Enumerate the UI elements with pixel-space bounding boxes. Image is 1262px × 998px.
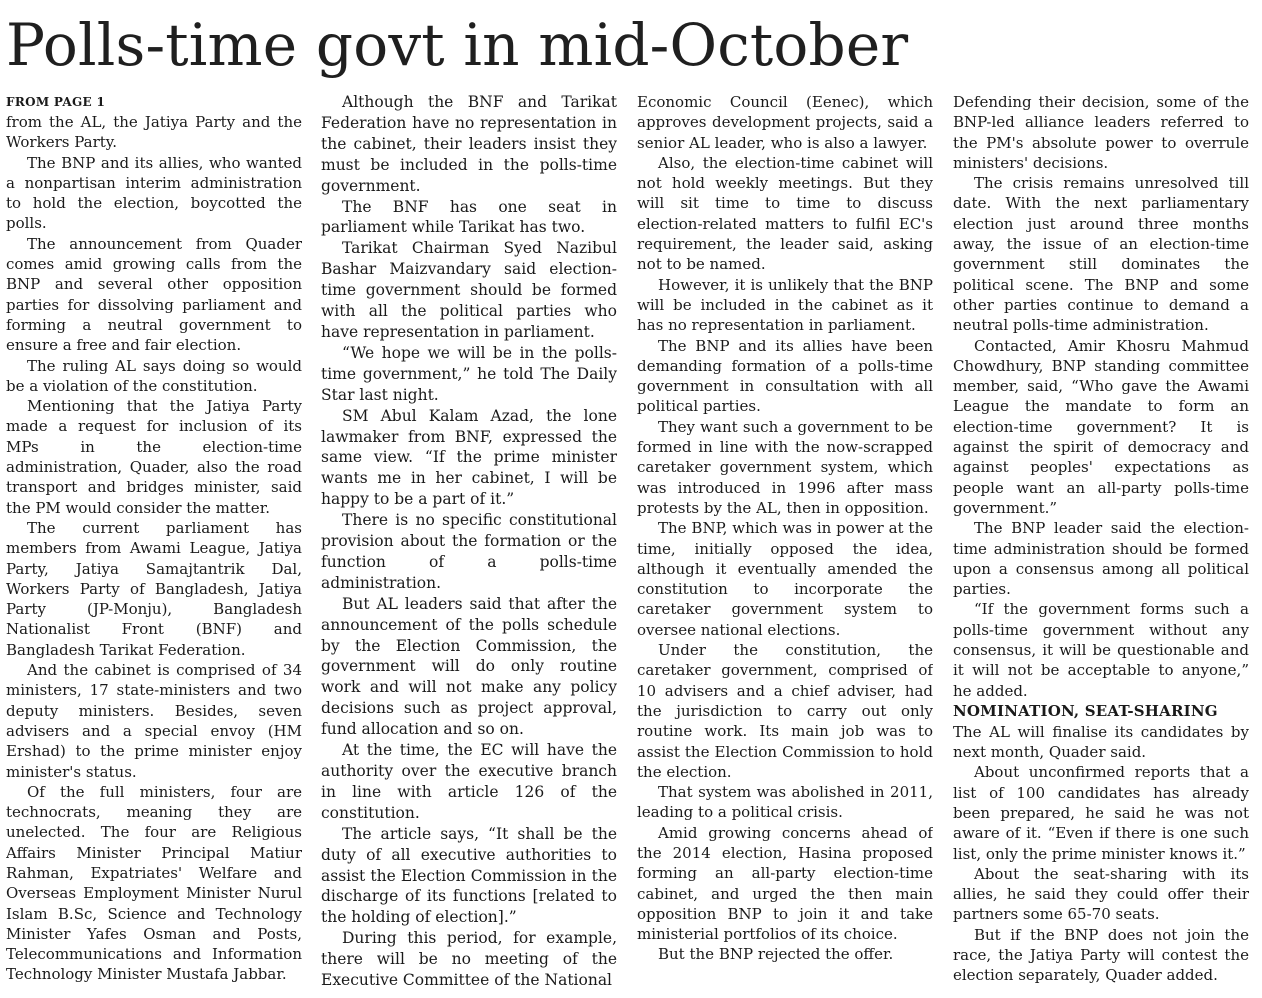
article-column-1: [6, 92, 302, 990]
paragraph: The current parliament has members from Awami League, Jatiya Party, Jatiya Samajtantrik Dal, Workers Party of Bangladesh, Jatiya Party (JP-Monju), Bangladesh Nationalist Front (BNF) and Bangladesh Tarikat Federation.: [6, 518, 302, 659]
paragraph: But AL leaders said that after the announcement of the polls schedule by the Election Commission, the government will do only routine work and will not make any policy decisions such as project approval, fund allocation and so on.: [321, 594, 617, 739]
paragraph: The BNP leader said the election-time administration should be formed upon a consensus among all political parties.: [953, 519, 1249, 599]
section-subhead: NOMINATION, SEAT-SHARING: [953, 701, 1218, 720]
paragraph: The BNP and its allies, who wanted a nonpartisan interim administration to hold the election, boycotted the polls.: [6, 153, 302, 233]
paragraph: However, it is unlikely that the BNP will be included in the cabinet as it has no representation in parliament.: [637, 275, 933, 335]
paragraph: SM Abul Kalam Azad, the lone lawmaker from BNF, expressed the same view. “If the prime minister wants me in her cabinet, I will be happy to be a part of it.”: [321, 406, 617, 509]
paragraph: Economic Council (Eenec), which approves development projects, said a senior AL leader, who is also a lawyer.: [637, 93, 933, 152]
paragraph: About unconfirmed reports that a list of 100 candidates has already been prepared, he said he was not aware of it. “Even if there is one such list, only the prime minister knows it.”: [953, 763, 1249, 863]
headline: Polls-time govt in mid-October: [6, 11, 909, 79]
paragraph: Mentioning that the Jatiya Party made a request for inclusion of its MPs in the election-time administration, Quader, also the road transport and bridges minister, said the PM would consider the matter.: [6, 397, 302, 517]
paragraph: from the AL, the Jatiya Party and the Workers Party.: [6, 113, 302, 152]
paragraph: And the cabinet is comprised of 34 ministers, 17 state-ministers and two deputy ministers. Besides, seven advisers and a special envoy (HM Ershad) to the prime minister enjoy minister's status.: [6, 661, 302, 781]
paragraph: The ruling AL says doing so would be a violation of the constitution.: [6, 356, 302, 395]
paragraph: The announcement from Quader comes amid growing calls from the BNP and several other opposition parties for dissolving parliament and forming a neutral government to ensure a free and fair election.: [6, 234, 302, 355]
paragraph: The BNF has one seat in parliament while Tarikat has two.: [321, 197, 617, 237]
article-column-4: [953, 92, 1249, 990]
paragraph: Although the BNF and Tarikat Federation have no representation in the cabinet, their leaders insist they must be included in the polls-time government.: [321, 93, 617, 195]
continued-from-kicker: FROM PAGE 1: [6, 95, 106, 109]
paragraph: But if the BNP does not join the race, the Jatiya Party will contest the election separately, Quader added.: [953, 925, 1249, 985]
paragraph: “We hope we will be in the polls-time government,” he told The Daily Star last night.: [321, 343, 617, 404]
paragraph: The crisis remains unresolved till date. With the next parliamentary election just around three months away, the issue of an election-time government still dominates the political scene. The BNP and some other parties continue to demand a neutral polls-time administration.: [953, 174, 1249, 335]
article-column-3: [637, 92, 933, 990]
paragraph: Defending their decision, some of the BNP-led alliance leaders referred to the PM's absolute power to overrule ministers' decisions.: [953, 93, 1249, 172]
paragraph: There is no specific constitutional provision about the formation or the function of a polls-time administration.: [321, 511, 617, 592]
paragraph: Contacted, Amir Khosru Mahmud Chowdhury, BNP standing committee member, said, “Who gave the Awami League the mandate to form an election-time government? It is against the spirit of democracy and against peoples' expectations as people want an all-party polls-time government.”: [953, 336, 1249, 517]
paragraph: Of the full ministers, four are technocrats, meaning they are unelected. The four are Religious Affairs Minister Principal Matiur Rahman, Expatriates' Welfare and Overseas Employment Minister Nurul Islam B.Sc, Science and Technology Minister Yafes Osman and Posts, Telecommunications and Information Technology Minister Mustafa Jabbar.: [6, 782, 302, 984]
paragraph: Under the constitution, the caretaker government, comprised of 10 advisers and a chief adviser, had the jurisdiction to carry out only routine work. Its main job was to assist the Election Commission to hold the election.: [637, 641, 933, 781]
paragraph: The AL will finalise its candidates by next month, Quader said.: [953, 722, 1249, 762]
paragraph: Also, the election-time cabinet will not hold weekly meetings. But they will sit time to time to discuss election-related matters to fulfil EC's requirement, the leader said, asking not to be named.: [637, 153, 933, 274]
paragraph: Amid growing concerns ahead of the 2014 election, Hasina proposed forming an all-party election-time cabinet, and urged the then main opposition BNP to join it and take ministerial portfolios of its choice.: [637, 823, 933, 944]
paragraph: That system was abolished in 2011, leading to a political crisis.: [637, 783, 933, 822]
paragraph: At the time, the EC will have the authority over the executive branch in line with article 126 of the constitution.: [321, 741, 617, 822]
paragraph: The BNP and its allies have been demanding formation of a polls-time government in consultation with all political parties.: [637, 336, 933, 416]
article-column-2: [321, 92, 617, 990]
paragraph: They want such a government to be formed in line with the now-scrapped caretaker government system, which was introduced in 1996 after mass protests by the AL, then in opposition.: [637, 417, 933, 517]
paragraph: During this period, for example, there will be no meeting of the Executive Committee of the National: [321, 929, 617, 990]
paragraph: Tarikat Chairman Syed Nazibul Bashar Maizvandary said election-time government should be formed with all the political parties who have representation in parliament.: [321, 239, 617, 341]
paragraph: The BNP, which was in power at the time, initially opposed the idea, although it eventually amended the constitution to incorporate the caretaker government system to oversee national elections.: [637, 519, 933, 639]
paragraph: But the BNP rejected the offer.: [658, 945, 894, 964]
paragraph: The article says, “It shall be the duty of all executive authorities to assist the Election Commission in the discharge of its functions [related to the holding of election].”: [321, 824, 617, 927]
paragraph: “If the government forms such a polls-time government without any consensus, it will be questionable and it will not be acceptable to anyone,” he added.: [953, 600, 1249, 700]
paragraph: About the seat-sharing with its allies, he said they could offer their partners some 65-70 seats.: [953, 864, 1249, 924]
